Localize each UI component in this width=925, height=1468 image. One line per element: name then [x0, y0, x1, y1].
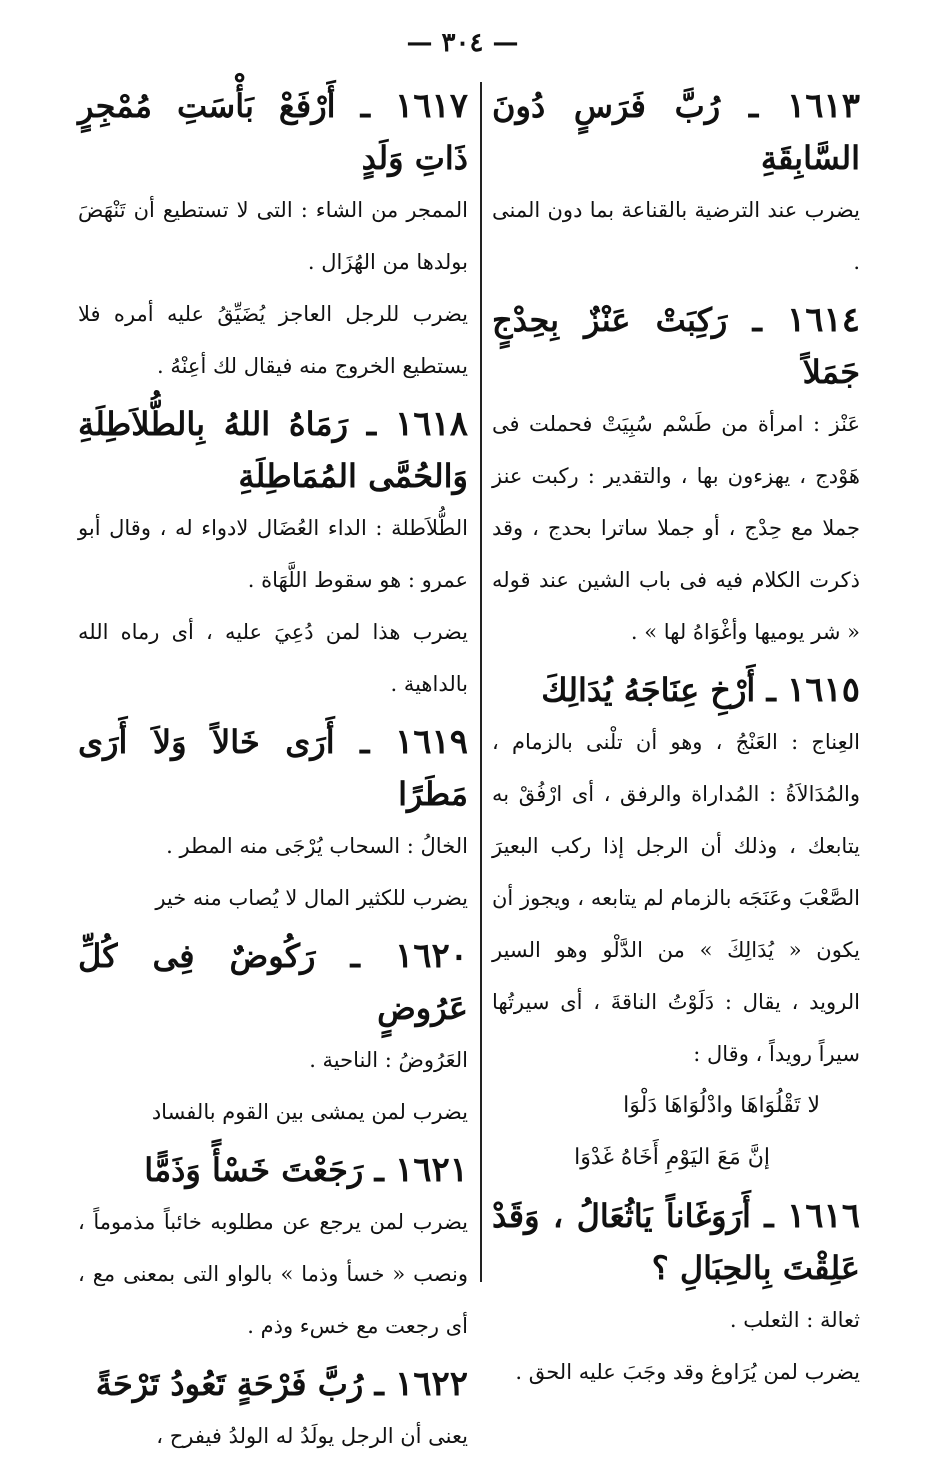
proverb-text: يضرب لمن يرجع عن مطلوبه خائباً مذموماً ، ونصب « خسأ وذما » بالواو التى بمعنى مع ، أى رجعت مع خسء وذم . [78, 1210, 468, 1338]
proverb-entry [78, 1144, 468, 1352]
proverb-heading: ١٦١٨ ـ رَمَاهُ اللهُ بِالطُّلاَطِلَةِ وَالحُمَّى المُمَاطِلَةِ [78, 404, 469, 495]
proverb-text: الطُّلاَطلة : الداء العُضَال لادواء له ، وقال أبو عمرو : هو سقوط اللَّهَاة . [78, 516, 468, 592]
proverb-number: ١٦٢٢ [394, 1364, 468, 1404]
proverb-number: ١٦١٩ [394, 722, 469, 762]
proverb-heading: ١٦٢٢ ـ رُبَّ فَرْحَةٍ تَعُودُ تَرْحَةً [95, 1364, 468, 1404]
proverb-heading: ١٦١٣ ـ رُبَّ فَرَسٍ دُونَ السَّابِقَةِ [492, 86, 861, 177]
proverb-text: يضرب هذا لمن دُعِيَ عليه ، أى رماه الله بالداهية . [78, 620, 468, 696]
proverb-heading: ١٦٢١ ـ رَجَعْتَ خَسْأً وَذَمًّا [144, 1150, 468, 1190]
proverb-text: عَنْز : امرأة من طَسْم سُبِيَتْ فحملت فى هَوْدج ، يهزءون بها ، والتقدير : ركبت عنز جملا مع حِدْج ، أو جملا ساترا بحدج ، وقد ذكرت الكلام فيه فى باب الشين عند قوله « شر يوميها وأغْوَاهُ لها » . [492, 412, 860, 644]
proverb-entry [492, 294, 860, 658]
proverb-title: أَرَى خَالاً وَلاَ أَرَى مَطَرًا [78, 723, 468, 813]
proverb-number: ١٦١٥ [786, 670, 860, 710]
right-column [492, 80, 860, 1404]
proverb-title: رَمَاهُ اللهُ بِالطُّلاَطِلَةِ وَالحُمَّى المُمَاطِلَةِ [78, 405, 468, 495]
page-number: — ٣٠٤ — [406, 28, 519, 58]
proverb-title: رَكُوضٌ فِى كُلِّ عَرُوضٍ [78, 937, 468, 1027]
proverb-entry [492, 664, 860, 1184]
proverb-heading: ١٦١٥ ـ أَرْخِ عِنَاجَهُ يُدَالِكَ [541, 670, 860, 710]
proverb-number: ١٦١٣ [786, 86, 861, 126]
proverb-entry [78, 80, 468, 392]
proverb-number: ١٦٢١ [394, 1150, 468, 1190]
proverb-heading: ١٦١٤ ـ رَكِبَتْ عَنْزٌ بِحِدْجٍ جَمَلاً [492, 300, 861, 391]
left-column [78, 80, 468, 1468]
proverb-heading: ١٦١٧ ـ أَرْفَعْ بَأْسَتِ مُمْجِرٍ ذَاتِ وَلَدٍ [78, 86, 468, 177]
proverb-text: العِناج : العَنْجُ ، وهو أن تلْنى بالزمام ، والمُدَالاَةُ : المُداراة والرفق ، أى ارْفُقْ به يتابعك ، وذلك أن الرجل إذا ركب البعيرَ الصَّعْبَ وعَنَجَه بالزمام لم يتابعه ، ويجوز أن يكون « يُدَالِكَ » من الدَّلْو وهو السير الرويد ، يقال : دَلَوْتُ الناقةَ ، أى سيرتُها سيراً رويداً ، وقال : [492, 730, 860, 1066]
proverb-text: يضرب للكثير المال لا يُصاب منه خير [155, 886, 468, 910]
proverb-text: يعنى أن الرجل يولَدُ له الولدُ فيفرح ، [156, 1424, 468, 1448]
proverb-entry [78, 930, 468, 1138]
verse-line: لا تَقْلُوَاهَا وادْلُوَاهَا دَلْوَا [623, 1093, 820, 1118]
proverb-entry [78, 1358, 468, 1462]
proverb-heading: ١٦٢٠ ـ رَكُوضٌ فِى كُلِّ عَرُوضٍ [78, 936, 469, 1027]
proverb-title: رَجَعْتَ خَسْأً وَذَمًّا [144, 1151, 364, 1189]
proverb-text: الممجر من الشاء : التى لا تستطيع أن تَنْهَضَ بولدها من الهُزَال . [78, 198, 468, 274]
proverb-number: ١٦١٧ [394, 86, 468, 126]
proverb-title: أَرْفَعْ بَأْسَتِ مُمْجِرٍ ذَاتِ وَلَدٍ [78, 87, 468, 177]
proverb-title: رُبَّ فَرْحَةٍ تَعُودُ تَرْحَةً [95, 1365, 364, 1403]
proverb-text: العَرُوضُ : الناحية . [309, 1048, 468, 1072]
proverb-title: أَرْخِ عِنَاجَهُ يُدَالِكَ [541, 671, 756, 709]
proverb-title: رَكِبَتْ عَنْزٌ بِحِدْجٍ جَمَلاً [492, 301, 860, 391]
proverb-text: يضرب عند الترضية بالقناعة بما دون المنى . [492, 198, 860, 274]
proverb-number: ١٦٢٠ [394, 936, 469, 976]
proverb-entry [78, 716, 468, 924]
proverb-text: ثعالة : الثعلب . [729, 1308, 860, 1332]
proverb-text: يضرب لمن يمشى بين القوم بالفساد [151, 1100, 468, 1124]
proverb-number: ١٦١٨ [394, 404, 469, 444]
proverb-heading: ١٦١٦ ـ أَرَوَغَاناً يَاثُعَالُ ، وَقَدْ عَلِقْتَ بِالحِبَالِ ؟ [492, 1196, 861, 1287]
proverb-text: يضرب لمن يُرَاوغ وقد وجَبَ عليه الحق . [515, 1360, 860, 1384]
proverb-entry [492, 80, 860, 288]
proverb-text: الخالُ : السحاب يُرْجَى منه المطر . [166, 834, 468, 858]
proverb-entry [78, 398, 468, 710]
proverb-entry [492, 1190, 860, 1398]
proverb-number: ١٦١٤ [786, 300, 861, 340]
verse-line: إنَّ مَعَ اليَوْمِ أَخَاهُ غَدْوَا [574, 1145, 770, 1170]
proverb-heading: ١٦١٩ ـ أَرَى خَالاً وَلاَ أَرَى مَطَرًا [78, 722, 469, 813]
proverb-title: أَرَوَغَاناً يَاثُعَالُ ، وَقَدْ عَلِقْتَ بِالحِبَالِ ؟ [492, 1197, 860, 1287]
proverb-title: رُبَّ فَرَسٍ دُونَ السَّابِقَةِ [492, 87, 860, 177]
proverb-number: ١٦١٦ [786, 1196, 861, 1236]
proverb-text: يضرب للرجل العاجز يُضَيِّقُ عليه أمره فلا يستطيع الخروج منه فيقال لك أعِنْهُ . [78, 302, 468, 378]
column-divider [480, 82, 482, 1282]
